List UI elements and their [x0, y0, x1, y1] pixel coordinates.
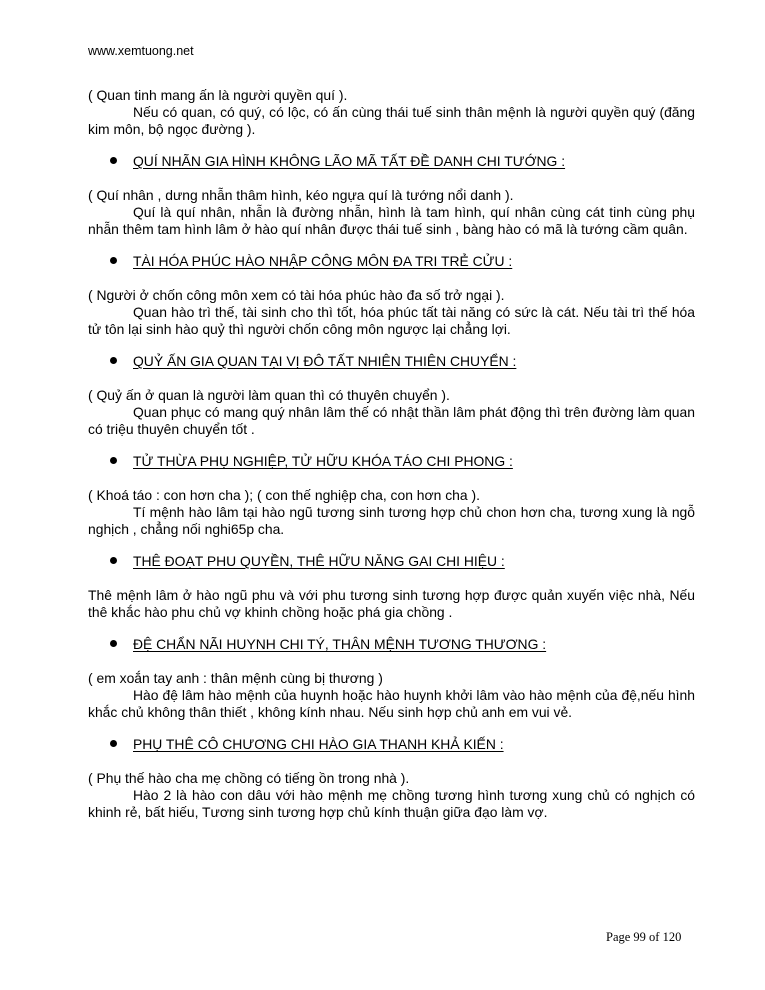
section-heading	[88, 736, 695, 753]
section-paragraph-2: Quan hào trì thế, tài sinh cho thì tốt, hóa phúc tất tài năng có sức là cát. Nếu tài trì thế hóa tử tôn lại sinh hào quỷ thì người chốn công môn ngược lại chẳng lợi.	[88, 304, 695, 337]
section-paragraph-1: ( Khoá táo : con hơn cha ); ( con thế nghiệp cha, con hơn cha ).	[88, 487, 480, 503]
bullet-icon	[110, 740, 117, 747]
section-paragraph-2: Quan phục có mang quý nhân lâm thế có nhật thần lâm phát động thì trên đường làm quan có triệu thuyên chuyển tốt .	[88, 404, 695, 437]
section-paragraph-1: Thê mệnh lâm ở hào ngũ phu và với phu tương sinh tương hợp được quản xuyến việc nhà, Nếu thê khắc hào phu chủ vợ khinh chồng hoặc phá gia chồng .	[88, 587, 695, 620]
intro-paragraph-1: ( Quan tinh mang ấn là người quyền quí ).	[88, 87, 348, 103]
section-heading-text: PHỤ THÊ CÔ CHƯƠNG CHI HÀO GIA THANH KHẢ KIẾN :	[133, 736, 504, 752]
section-heading	[88, 636, 695, 653]
section-paragraph-2: Quí là quí nhân, nhẫn là đường nhẫn, hình là tam hình, quí nhân cùng cát tinh cùng phụ nhẫn thêm tam hình lâm ở hào quí nhân được thái tuế sinh , bàng hào có mã là tướng cầm quân.	[88, 204, 695, 237]
section-heading-text: QUÍ NHÃN GIA HÌNH KHÔNG LÃO MÃ TẤT ĐỀ DANH CHI TƯỚNG :	[133, 153, 566, 169]
bullet-icon	[110, 557, 117, 564]
section-heading-text: TÀI HÓA PHÚC HÀO NHẬP CÔNG MÔN ĐA TRI TRẺ CỬU :	[133, 253, 513, 269]
section-heading	[88, 553, 695, 570]
bullet-icon	[110, 640, 117, 647]
section-heading	[88, 353, 695, 370]
section-paragraph-2: Tí mệnh hào lâm tại hào ngũ tương sinh tương hợp chủ chon hơn cha, tương xung là ngỗ nghịch , chẳng nối nghi65p cha.	[88, 504, 695, 537]
bullet-icon	[110, 457, 117, 464]
section-heading-text: THÊ ĐOẠT PHU QUYỀN, THÊ HỮU NĂNG GAI CHI HIỆU :	[133, 553, 505, 569]
section-heading-text: ĐỆ CHẨN NÃI HUYNH CHI TÝ, THÂN MỆNH TƯƠNG THƯƠNG :	[133, 636, 547, 652]
section-paragraph-2: Hào đệ lâm hào mệnh của huynh hoặc hào huynh khởi lâm vào hào mệnh của đệ,nếu hình khắc chủ không thân thiết , không kính nhau. Nếu sinh hợp chủ anh em vui vẻ.	[88, 687, 695, 720]
section-heading	[88, 453, 695, 470]
section-paragraph-1: ( Phụ thế hào cha mẹ chồng có tiếng ồn trong nhà ).	[88, 770, 410, 786]
section-paragraph-1: ( Người ở chốn công môn xem có tài hóa phúc hào đa số trở ngại ).	[88, 287, 505, 303]
section-heading-text: TỬ THỪA PHỤ NGHIỆP, TỬ HỮU KHÓA TÁO CHI PHONG :	[133, 453, 513, 469]
site-url: www.xemtuong.net	[88, 44, 194, 58]
section-paragraph-2: Hào 2 là hào con dâu với hào mệnh mẹ chồng tương hình tương xung chủ có nghịch có khinh rẻ, bất hiếu, Tương sinh tương hợp chủ kính thuận giữa đạo làm vợ.	[88, 787, 695, 820]
document-body	[88, 87, 695, 821]
bullet-icon	[110, 157, 117, 164]
intro-paragraph-2: Nếu có quan, có quý, có lộc, có ấn cùng thái tuế sinh thân mệnh là người quyền quý (đăng kim môn, bộ ngọc đường ).	[88, 104, 695, 137]
section-paragraph-1: ( em xoắn tay anh : thân mệnh cùng bị thương )	[88, 670, 383, 686]
bullet-icon	[110, 257, 117, 264]
section-paragraph-1: ( Quỷ ấn ở quan là người làm quan thì có thuyên chuyển ).	[88, 387, 450, 403]
section-heading	[88, 153, 695, 170]
bullet-icon	[110, 357, 117, 364]
section-paragraph-1: ( Quí nhân , dưng nhẫn thâm hình, kéo ngựa quí là tướng nổi danh ).	[88, 187, 514, 203]
section-heading	[88, 253, 695, 270]
section-heading-text: QUỶ ẤN GIA QUAN TẠI VỊ ĐÔ TẤT NHIÊN THIÊN CHUYỂN :	[133, 353, 517, 369]
page-number: Page 99 of 120	[606, 930, 682, 944]
